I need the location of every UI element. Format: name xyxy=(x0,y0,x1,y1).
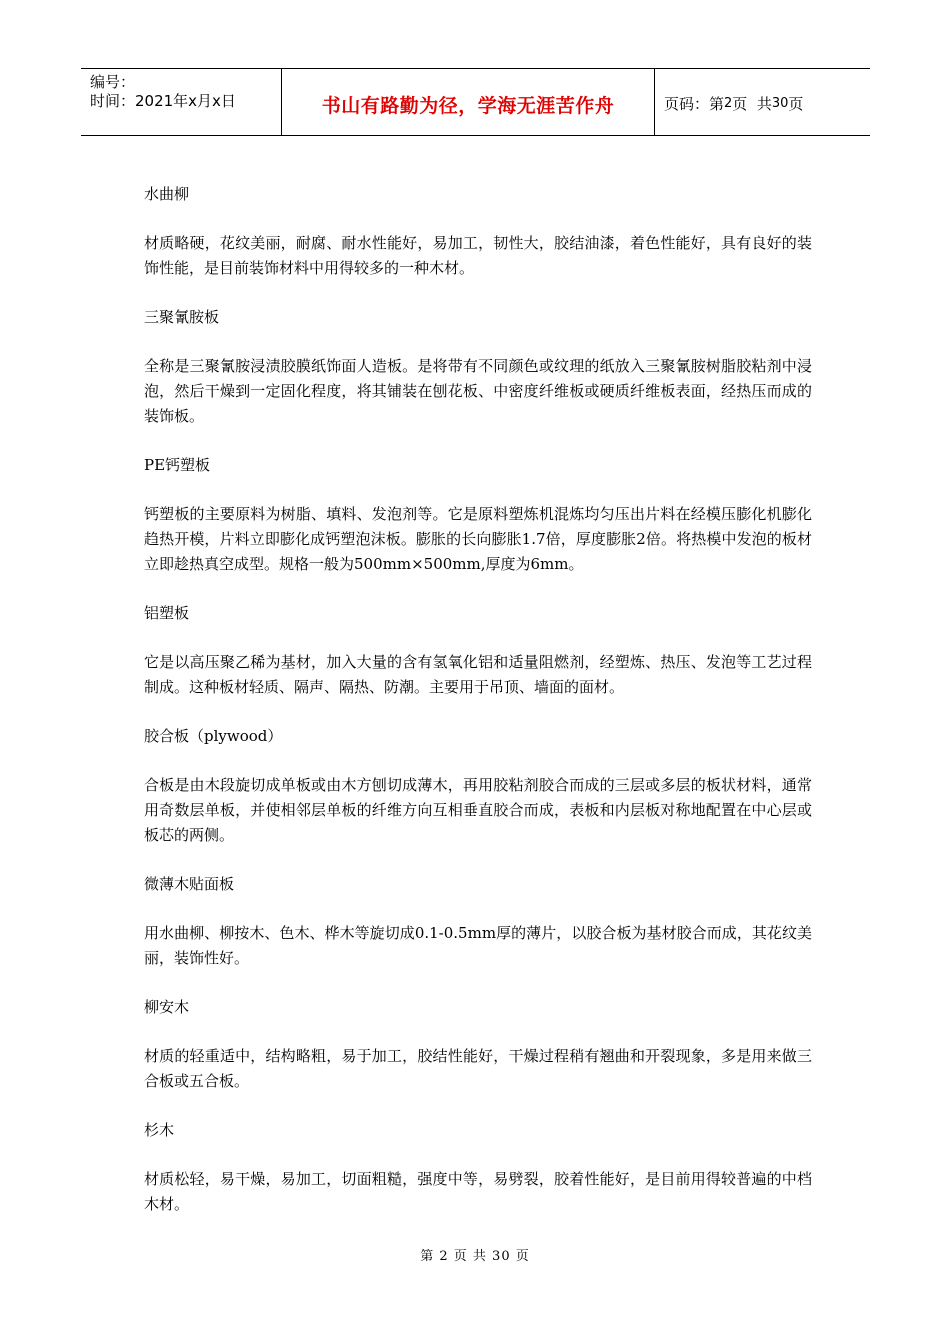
section-text: 材质松轻，易干燥，易加工，切面粗糙，强度中等，易劈裂，胶着性能好，是目前用得较普遍的中档木材。 xyxy=(144,1170,812,1213)
section-text: 全称是三聚氰胺浸渍胶膜纸饰面人造板。是将带有不同颜色或纹理的纸放入三聚氰胺树脂胶粘剂中浸泡，然后干燥到一定固化程度，将其铺装在刨花板、中密度纤维板或硬质纤维板表面，经热压而成的装饰板。 xyxy=(144,357,812,425)
section-title: 三聚氰胺板 xyxy=(144,308,220,326)
section-text: 材质略硬，花纹美丽，耐腐、耐水性能好，易加工，韧性大，胶结油漆，着色性能好，具有良好的装饰性能，是目前装饰材料中用得较多的一种木材。 xyxy=(144,234,812,277)
section-text: 钙塑板的主要原料为树脂、填料、发泡剂等。它是原料塑炼机混炼均匀压出片料在经模压膨化机膨化趋热开模，片料立即膨化成钙塑泡沫板。膨胀的长向膨胀1.7倍，厚度膨胀2倍。将热模中发泡的板材立即趁热真空成型。规格一般为500mm×500mm,厚度为6mm。 xyxy=(144,505,812,573)
page-prefix: 页码：第 xyxy=(664,94,725,113)
serial-label: 编号： xyxy=(90,73,136,91)
section-title: 水曲柳 xyxy=(144,185,190,203)
page-suffix: 页 xyxy=(788,94,804,113)
header-meta xyxy=(81,69,282,135)
document-body xyxy=(144,182,812,1217)
page-mid: 页 共 xyxy=(732,94,772,113)
section-text: 合板是由木段旋切成单板或由木方刨切成薄木，再用胶粘剂胶合而成的三层或多层的板状材料，通常用奇数层单板，并使相邻层单板的纤维方向互相垂直胶合而成，表板和内层板对称地配置在中心层或板芯的两侧。 xyxy=(144,776,812,844)
section-title: 微薄木贴面板 xyxy=(144,875,235,893)
page-total: 30 xyxy=(771,95,789,111)
section-text: 它是以高压聚乙稀为基材，加入大量的含有氢氧化铝和适量阻燃剂，经塑炼、热压、发泡等工艺过程制成。这种板材轻质、隔声、隔热、防潮。主要用于吊顶、墙面的面材。 xyxy=(144,653,812,696)
page-current: 2 xyxy=(724,95,733,111)
header-page-number xyxy=(655,69,870,135)
section-title: 柳安木 xyxy=(144,998,190,1016)
header-motto: 书山有路勤为径，学海无涯苦作舟 xyxy=(282,69,655,135)
section-title: 胶合板（plywood） xyxy=(144,727,283,745)
date-label: 时间：2021年x月x日 xyxy=(90,92,236,110)
section-text: 用水曲柳、柳按木、色木、桦木等旋切成0.1-0.5mm厚的薄片，以胶合板为基材胶合而成，其花纹美丽，装饰性好。 xyxy=(144,924,812,967)
section-text: 材质的轻重适中，结构略粗，易于加工，胶结性能好，干燥过程稍有翘曲和开裂现象，多是用来做三合板或五合板。 xyxy=(144,1047,812,1090)
page-footer: 第 2 页 共 30 页 xyxy=(420,1249,530,1264)
section-title: PE钙塑板 xyxy=(144,456,211,474)
page-header xyxy=(81,68,870,136)
section-title: 杉木 xyxy=(144,1121,175,1139)
section-title: 铝塑板 xyxy=(144,604,190,622)
